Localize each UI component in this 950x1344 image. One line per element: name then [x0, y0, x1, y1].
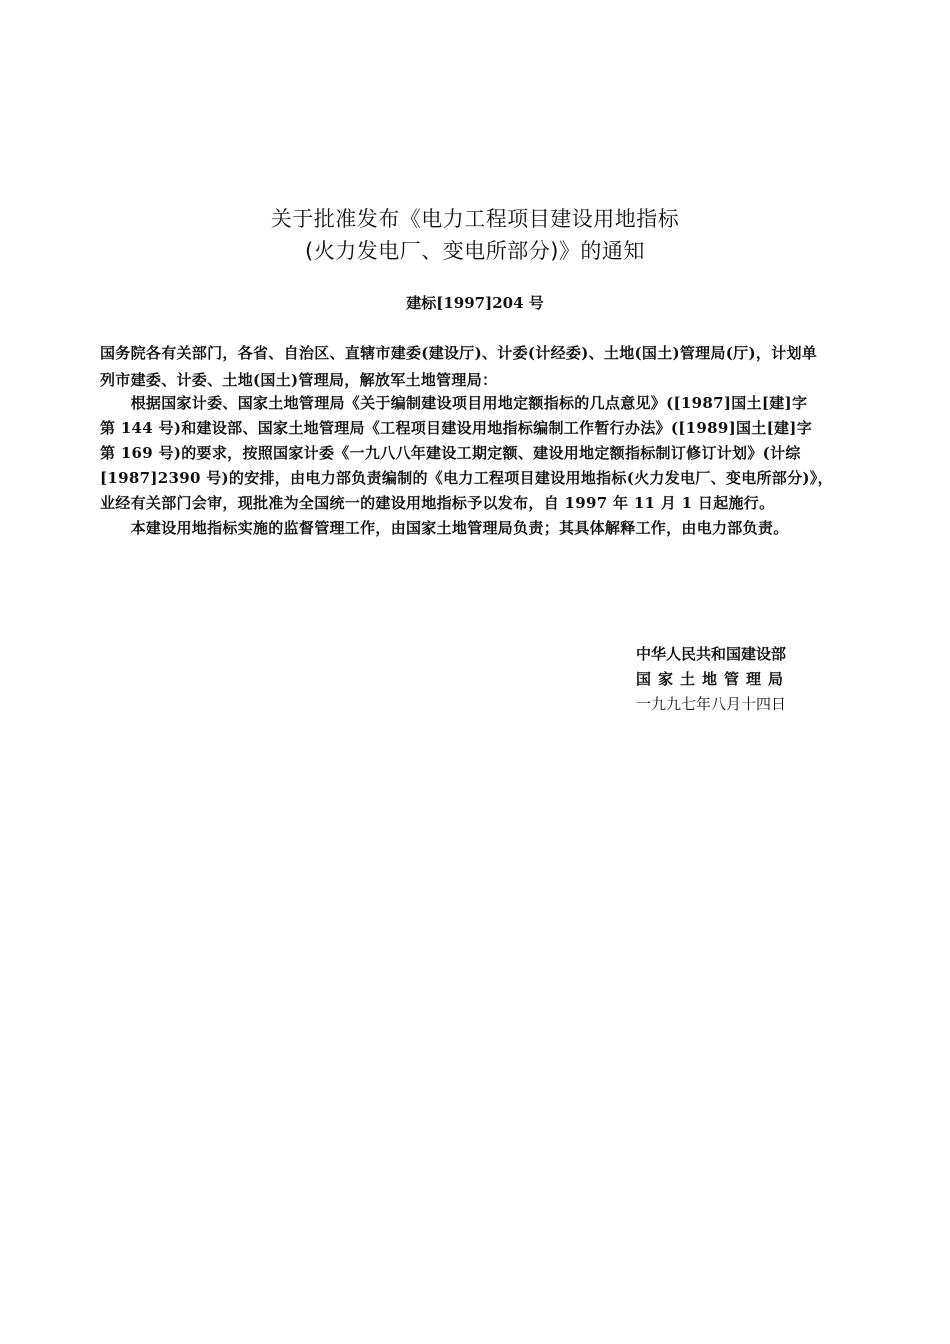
document-number: 建标[1997]204 号: [406, 294, 544, 312]
body-line-5: 第 169 号)的要求，按照国家计委《一九八八年建设工期定额、建设用地定额指标制订修订计划》(计综: [100, 444, 801, 462]
body-line-2: 列市建委、计委、土地(国土)管理局，解放军土地管理局：: [100, 371, 498, 389]
document-title-line-1: 关于批准发布《电力工程项目建设用地指标: [270, 207, 680, 231]
signature-issuer-2: 国家土地管理局: [636, 670, 791, 688]
body-line-8: 本建设用地指标实施的监督管理工作，由国家土地管理局负责；其具体解释工作，由电力部负责。: [100, 519, 789, 537]
body-line-7: 业经有关部门会审，现批准为全国统一的建设用地指标予以发布，自 1997 年 11 月 1 日起施行。: [100, 494, 775, 512]
signature-issuer-1: 中华人民共和国建设部: [636, 645, 787, 663]
body-line-3: 根据国家计委、国家土地管理局《关于编制建设项目用地定额指标的几点意见》([1987]国土[建]字: [100, 394, 808, 412]
document-title-line-2: (火力发电厂、变电所部分)》的通知: [305, 239, 645, 263]
signature-date: 一九九七年八月十四日: [636, 695, 787, 713]
body-line-6: [1987]2390 号)的安排，由电力部负责编制的《电力工程项目建设用地指标(火力发电厂、变电所部分)》，: [100, 469, 833, 487]
body-line-4: 第 144 号)和建设部、国家土地管理局《工程项目建设用地指标编制工作暂行办法》([1989]国土[建]字: [100, 419, 812, 437]
body-line-1: 国务院各有关部门，各省、自治区、直辖市建委(建设厅)、计委(计经委)、土地(国土)管理局(厅)，计划单: [100, 344, 818, 362]
